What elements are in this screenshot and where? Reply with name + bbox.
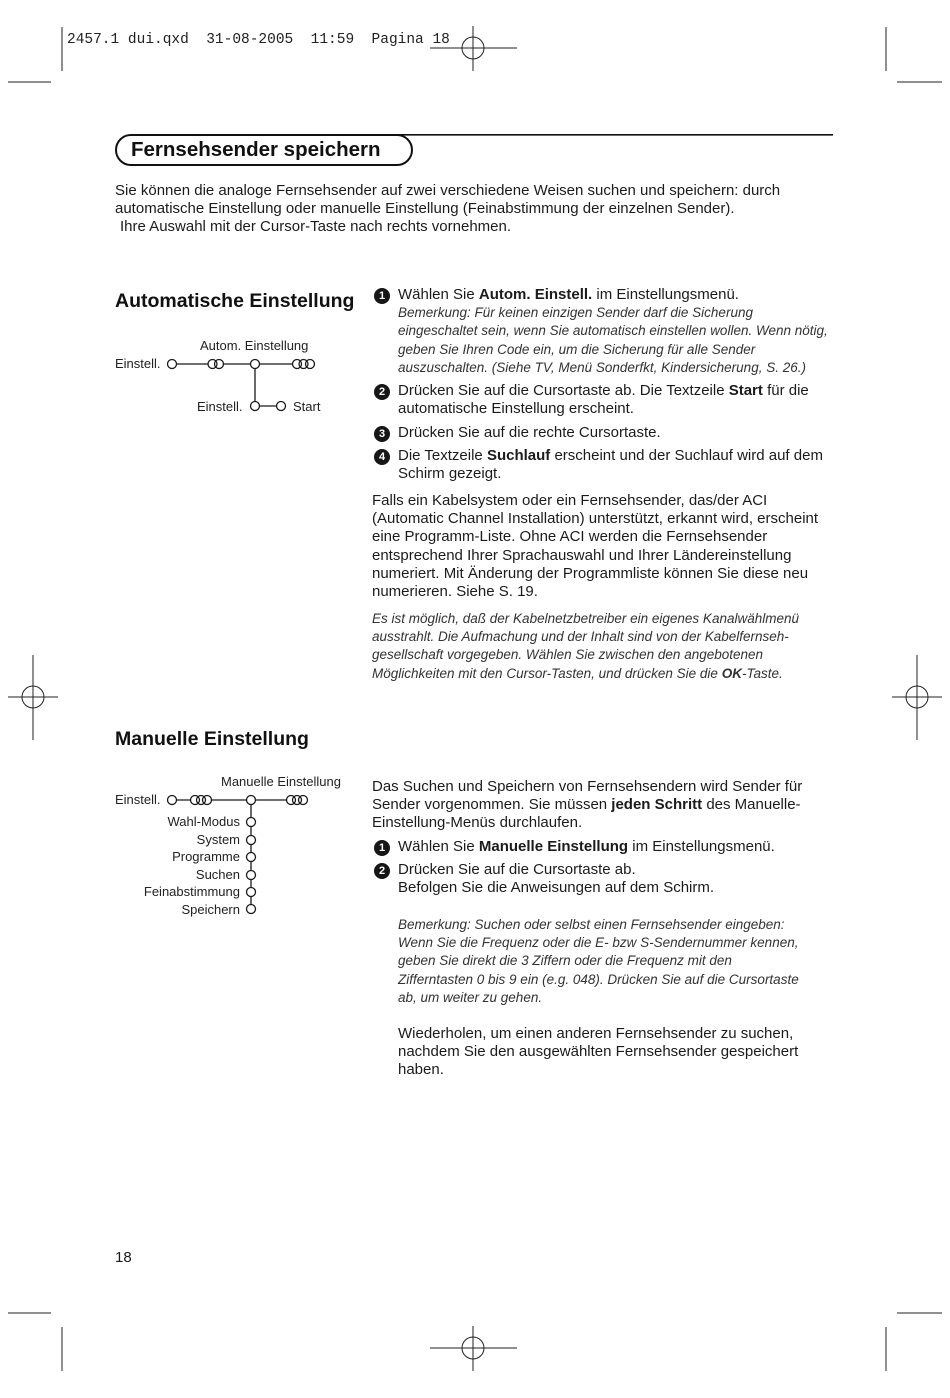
registration-mark-bottom <box>430 1326 517 1371</box>
sub-menu-node <box>251 402 260 411</box>
auto-step-2 <box>398 382 809 418</box>
options-node <box>299 796 308 805</box>
page-title: Fernsehsender speichern <box>131 138 381 161</box>
auto-step-3 <box>398 424 661 442</box>
step-number-badge: 3 <box>374 426 390 442</box>
paragraph-line: eine Programm-Liste. Ohne ACI werden die Fernsehsender <box>372 528 768 546</box>
step-text: Die Textzeile <box>398 447 487 464</box>
diagram-label-sub-item: System <box>196 832 240 847</box>
item-node <box>247 796 256 805</box>
paragraph-line: Einstellung-Menüs durchlaufen. <box>372 814 583 832</box>
note-line: gesellschaft vorgegeben. Wählen Sie zwischen den angebotenen <box>372 647 764 663</box>
cable-note <box>372 610 799 683</box>
step-text: für die <box>762 382 809 399</box>
note-line: Bemerkung: Für keinen einzigen Sender darf die Sicherung <box>398 305 753 321</box>
emphasis: jeden Schritt <box>611 796 703 814</box>
registration-mark-left <box>8 655 58 740</box>
submenu-node <box>203 796 212 805</box>
start-node <box>277 402 286 411</box>
registration-mark-right <box>892 655 942 740</box>
manual-note <box>398 916 799 1007</box>
diagram-label-sub-menu: Einstell. <box>197 399 243 414</box>
note-line: Bemerkung: Suchen oder selbst einen Fernsehsender eingeben: <box>398 917 785 932</box>
note-line: ab, um weiter zu gehen. <box>398 989 543 1005</box>
step-instruction <box>398 286 828 304</box>
section-heading-manual: Manuelle Einstellung <box>115 728 309 750</box>
note-line: eingeschaltet sein, wenn Sie automatisch einstellen wollen. Wenn nötig, <box>398 323 828 339</box>
diagram-label-item: Autom. Einstellung <box>200 338 309 353</box>
note-line: Zifferntasten 0 bis 9 ein (e.g. 048). Drücken Sie auf die Cursortaste <box>398 971 799 987</box>
auto-step-1 <box>398 286 828 377</box>
paragraph-line: numeriert. Mit Änderung der Programmliste können Sie diese neu <box>372 564 809 582</box>
menu-term: Start <box>728 382 763 399</box>
repeat-paragraph <box>398 1025 798 1080</box>
step-text: Drücken Sie auf die Cursortaste ab. Die Textzeile <box>398 382 729 399</box>
sub-item-node <box>247 818 256 827</box>
note-line: geben Sie direkt die 3 Ziffern oder die Frequenz mit den <box>398 953 732 969</box>
intro-line: Ihre Auswahl mit der Cursor-Taste nach rechts vornehmen. <box>120 218 512 236</box>
diagram-label-menu: Einstell. <box>115 356 161 371</box>
paragraph-text: Sender vorgenommen. Sie müssen <box>372 796 612 814</box>
note-line: auszuschalten. (Siehe TV, Menü Sonderfkt, Kindersicherung, S. 26.) <box>398 359 806 375</box>
sub-item-node <box>247 888 256 897</box>
paragraph-text: des Manuelle- <box>702 796 801 814</box>
step-instruction <box>398 382 809 400</box>
manual-step-1 <box>398 838 775 856</box>
menu-term: Manuelle Einstellung <box>478 838 629 855</box>
sub-item-node <box>247 871 256 880</box>
diagram-label-sub-item: Suchen <box>195 867 240 882</box>
step-number-badge: 4 <box>374 449 390 465</box>
step-number-badge: 1 <box>374 840 390 856</box>
step-continuation: automatische Einstellung erscheint. <box>398 400 634 418</box>
step-instruction <box>398 838 775 856</box>
step-text: erscheint und der Suchlauf wird auf dem <box>550 447 823 464</box>
note-line: geben Sie Ihren Code ein, um die Sicherung für alle Sender <box>398 341 756 357</box>
auto-step-4 <box>398 447 823 483</box>
step-instruction: Drücken Sie auf die rechte Cursortaste. <box>398 424 661 441</box>
intro-paragraph <box>115 182 780 237</box>
manual-step-2 <box>398 861 714 897</box>
diagram-label-menu: Einstell. <box>115 792 161 807</box>
note-line: Es ist möglich, daß der Kabelnetzbetreiber ein eigenes Kanalwählmenü <box>372 611 799 626</box>
note-line: Wenn Sie die Frequenz oder die E- bzw S-Sendernummer kennen, <box>398 935 799 951</box>
diagram-label-start: Start <box>293 399 321 414</box>
step-continuation: Schirm gezeigt. <box>398 465 502 483</box>
intro-line: automatische Einstellung oder manuelle Einstellung (Feinabstimmung der einzelnen Sender). <box>115 200 735 218</box>
step-number-badge: 1 <box>374 288 390 304</box>
diagram-label-item: Manuelle Einstellung <box>221 774 341 789</box>
note-text: -Taste. <box>741 665 783 681</box>
paragraph-line <box>372 796 802 814</box>
aci-paragraph <box>372 492 818 601</box>
page-number: 18 <box>115 1249 132 1266</box>
paragraph-line: Das Suchen und Speichern von Fernsehsendern wird Sender für <box>372 778 803 795</box>
paragraph-line: haben. <box>398 1061 444 1079</box>
step-instruction: Befolgen Sie die Anweisungen auf dem Schirm. <box>398 879 715 897</box>
sub-item-node <box>247 836 256 845</box>
step-text: Wählen Sie <box>398 838 479 855</box>
paragraph-line: numerieren. Siehe S. 19. <box>372 582 538 600</box>
submenu-node <box>215 360 224 369</box>
manual-intro-paragraph <box>372 778 802 833</box>
paragraph-line: nachdem Sie den ausgewählten Fernsehsender gespeichert <box>398 1043 799 1061</box>
paragraph-line: (Automatic Channel Installation) unterstützt, erkannt wird, erscheint <box>372 510 819 528</box>
diagram-label-sub-item: Feinabstimmung <box>143 884 240 899</box>
step-instruction: Drücken Sie auf die Cursortaste ab. <box>398 861 636 878</box>
section-heading-automatic: Automatische Einstellung <box>115 290 355 312</box>
diagram-label-sub-item: Speichern <box>181 902 240 917</box>
step-text: im Einstellungsmenü. <box>592 286 739 303</box>
step-number-badge: 2 <box>374 384 390 400</box>
paragraph-line: Wiederholen, um einen anderen Fernsehsender zu suchen, <box>398 1025 794 1042</box>
menu-node <box>168 360 177 369</box>
note-line: ausstrahlt. Die Aufmachung und der Inhalt sind von der Kabelfernseh- <box>372 629 789 645</box>
diagram-label-sub-item: Programme <box>172 849 240 864</box>
menu-node <box>168 796 177 805</box>
step-text: Wählen Sie <box>398 286 479 303</box>
menu-term: Suchlauf <box>486 447 551 464</box>
note-text: Möglichkeiten mit den Cursor-Tasten, und drücken Sie die <box>372 665 722 681</box>
paragraph-line: entsprechend Ihrer Sprachauswahl und Ihrer Ländereinstellung <box>372 546 792 564</box>
step-text: im Einstellungsmenü. <box>628 838 775 855</box>
intro-line: Sie können die analoge Fernsehsender auf zwei verschiedene Weisen suchen und speichern: durch <box>115 182 781 199</box>
menu-term: Autom. Einstell. <box>478 286 593 303</box>
sub-item-node <box>247 905 256 914</box>
options-node <box>306 360 315 369</box>
sub-item-node <box>247 853 256 862</box>
note-line <box>372 665 799 683</box>
print-slug: 2457.1 dui.qxd 31-08-2005 11:59 Pagina 18 <box>67 32 450 48</box>
item-node <box>251 360 260 369</box>
step-instruction <box>398 447 823 465</box>
ok-key-label: OK <box>721 665 742 681</box>
diagram-label-sub-item: Wahl-Modus <box>167 814 240 829</box>
page-title-box <box>115 134 413 166</box>
paragraph-line: Falls ein Kabelsystem oder ein Fernsehsender, das/der ACI <box>372 492 768 509</box>
step-number-badge: 2 <box>374 863 390 879</box>
